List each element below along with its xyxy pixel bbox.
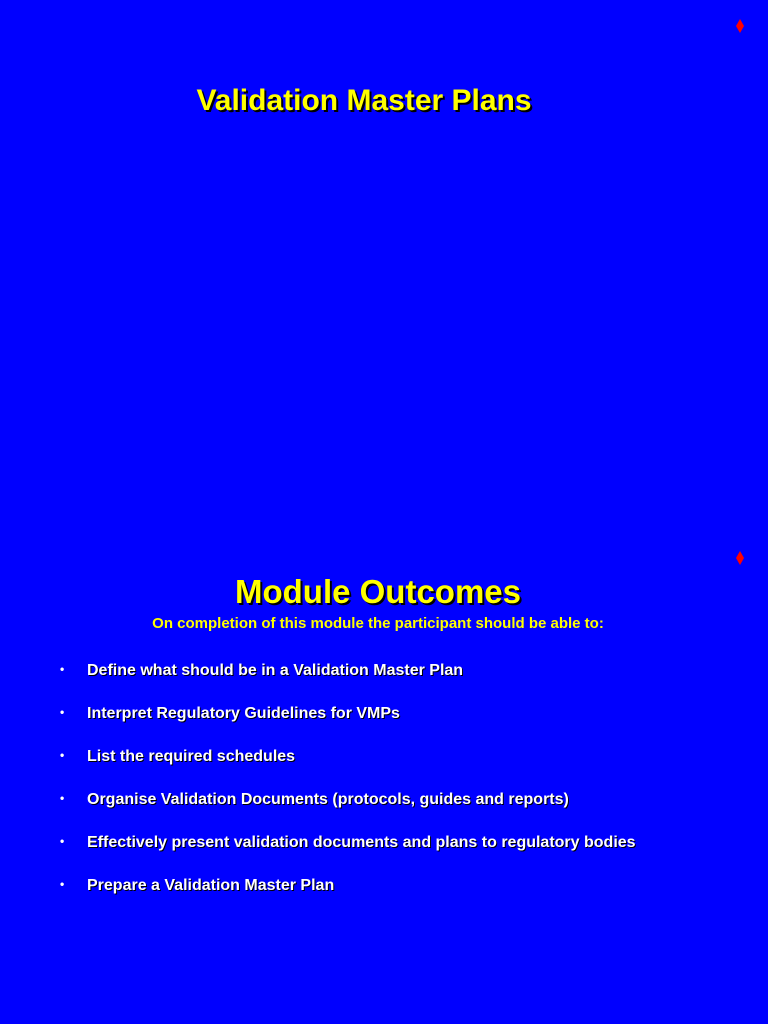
slide-module-outcomes <box>0 540 768 1024</box>
bullet-dot-icon: • <box>60 662 65 676</box>
list-item-text: Effectively present validation documents and plans to regulatory bodies <box>87 834 636 851</box>
slide-title: Validation Master Plans <box>196 84 532 117</box>
bullet-dot-icon: • <box>60 834 65 848</box>
bullet-dot-icon: • <box>60 705 65 719</box>
list-item-text: Prepare a Validation Master Plan <box>87 877 335 894</box>
list-item <box>60 874 636 917</box>
slide-title: Module Outcomes <box>234 573 522 610</box>
list-item <box>60 831 636 874</box>
diamond-icon <box>736 19 744 33</box>
list-item-text: Define what should be in a Validation Master Plan <box>87 662 464 679</box>
bullet-dot-icon: • <box>60 877 65 891</box>
outcomes-list <box>60 659 636 917</box>
list-item <box>60 745 636 788</box>
list-item-text: Organise Validation Documents (protocols, guides and reports) <box>87 791 569 808</box>
list-item <box>60 788 636 831</box>
slide-subtitle: On completion of this module the participant should be able to: <box>152 615 604 632</box>
diamond-icon <box>736 551 744 565</box>
list-item <box>60 702 636 745</box>
list-item-text: List the required schedules <box>87 748 296 765</box>
bullet-dot-icon: • <box>60 791 65 805</box>
list-item-text: Interpret Regulatory Guidelines for VMPs <box>87 705 400 722</box>
bullet-dot-icon: • <box>60 748 65 762</box>
list-item <box>60 659 636 702</box>
